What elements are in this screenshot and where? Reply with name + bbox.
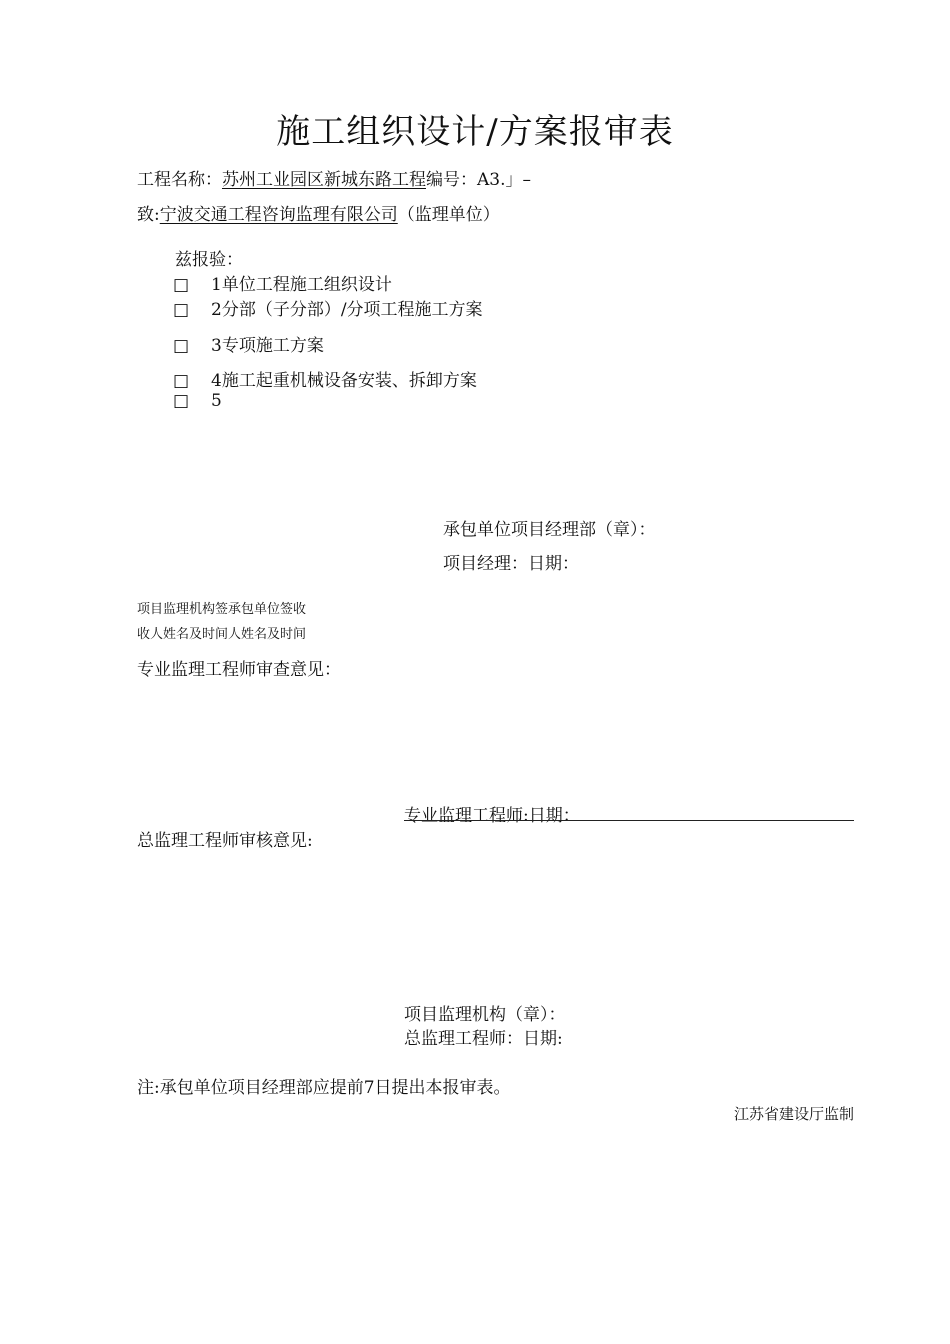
option-label: 1单位工程施工组织设计 — [211, 275, 392, 295]
supervision-org: 项目监理机构（章）： — [404, 1005, 566, 1025]
option-item — [173, 270, 392, 295]
recipient-suffix: （监理单位） — [397, 205, 500, 225]
option-item — [173, 366, 477, 391]
contractor-dept: 承包单位项目经理部（章）： — [443, 520, 656, 540]
project-name-label: 工程名称： — [137, 170, 222, 190]
chief-sign: 总监理工程师：日期: — [404, 1029, 563, 1049]
page-title: 施工组织设计/方案报审表 — [276, 112, 674, 152]
option-item — [173, 391, 222, 411]
option-label: 2分部（子分部）/分项工程施工方案 — [211, 300, 483, 320]
note: 注:承包单位项目经理部应提前7日提出本报审表。 — [137, 1078, 511, 1098]
option-item — [173, 331, 324, 356]
checkbox[interactable]: □ — [173, 336, 190, 356]
receipt-line-1: 项目监理机构签承包单位签收 — [137, 602, 307, 617]
specialist-opinion-label: 专业监理工程师审查意见： — [137, 660, 341, 680]
checkbox[interactable]: □ — [173, 300, 190, 320]
project-name-row — [137, 165, 531, 190]
specialist-sign: 专业监理工程师:日期： — [404, 806, 580, 826]
recipient-value: 宁波交通工程咨询监理有限公司 — [159, 205, 398, 225]
receipt-line-2: 收人姓名及时间人姓名及时间 — [137, 627, 307, 642]
signature-line — [404, 820, 854, 821]
checkbox[interactable]: □ — [173, 371, 190, 391]
recipient-row — [137, 200, 500, 225]
form-number: 编号：A3.」– — [426, 170, 531, 190]
option-label: 4施工起重机械设备安装、拆卸方案 — [211, 371, 477, 391]
chief-opinion-label: 总监理工程师审核意见: — [137, 831, 313, 851]
checkbox[interactable]: □ — [173, 391, 190, 411]
supervisor-mark: 江苏省建设厅监制 — [733, 1105, 854, 1123]
contractor-manager: 项目经理：日期： — [443, 554, 579, 574]
submit-intro: 兹报验： — [175, 250, 243, 270]
checkbox[interactable]: □ — [173, 275, 190, 295]
option-label: 5 — [211, 391, 222, 411]
option-item — [173, 295, 483, 320]
recipient-label: 致: — [137, 205, 160, 225]
option-label: 3专项施工方案 — [211, 336, 324, 356]
project-name-value: 苏州工业园区新城东路工程 — [222, 170, 426, 190]
